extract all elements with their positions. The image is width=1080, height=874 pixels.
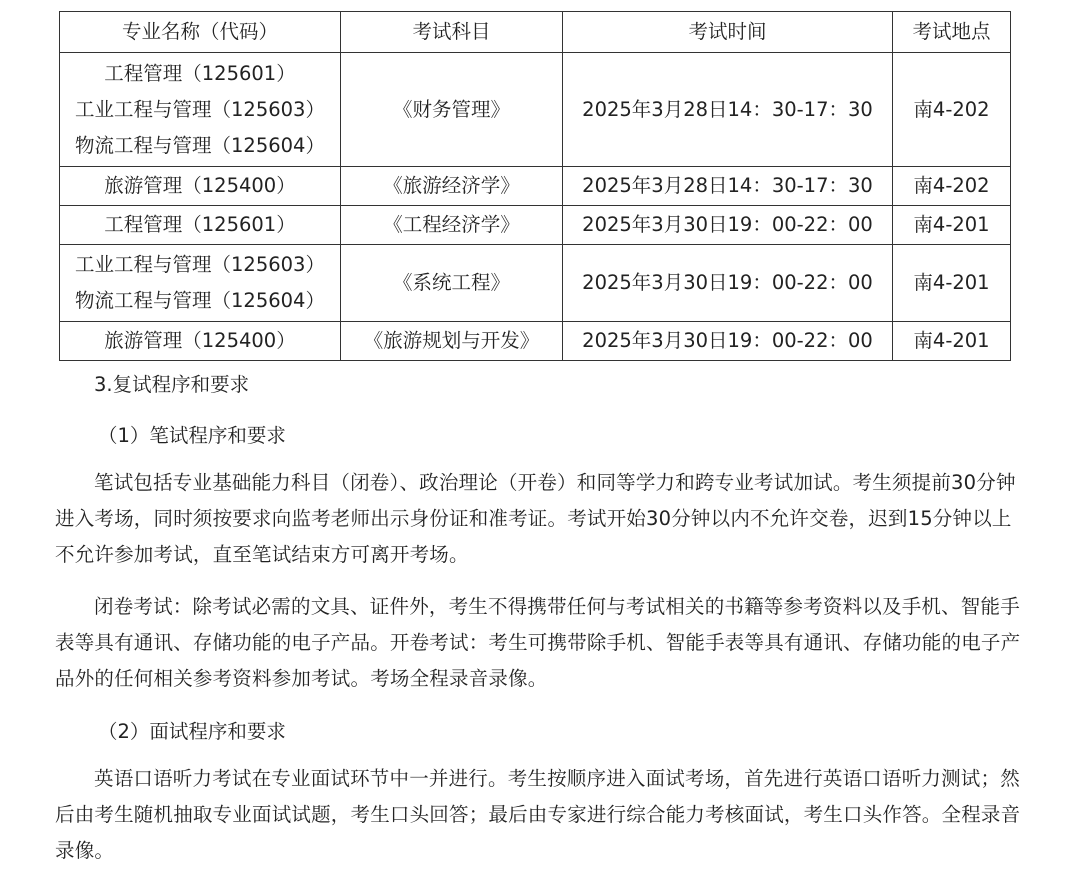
place-cell: 南4-201	[893, 206, 1011, 245]
table-row	[60, 167, 1011, 206]
time-cell: 2025年3月28日14：30-17：30	[563, 53, 893, 167]
header-major: 专业名称（代码）	[60, 12, 341, 53]
time-cell: 2025年3月28日14：30-17：30	[563, 167, 893, 206]
section-3-heading: 3.复试程序和要求	[94, 373, 250, 396]
header-time: 考试时间	[563, 12, 893, 53]
major-name: 旅游管理（125400）	[104, 174, 296, 197]
subject-cell: 《旅游规划与开发》	[341, 322, 563, 361]
subject-cell: 《旅游经济学》	[341, 167, 563, 206]
header-place: 考试地点	[893, 12, 1011, 53]
major-name: 工程管理（125601）	[104, 213, 296, 236]
table-header-row	[60, 12, 1011, 53]
table-row	[60, 53, 1011, 167]
major-name: 物流工程与管理（125604）	[75, 289, 325, 312]
time-cell: 2025年3月30日19：00-22：00	[563, 245, 893, 322]
time-cell: 2025年3月30日19：00-22：00	[563, 322, 893, 361]
major-name: 旅游管理（125400）	[104, 329, 296, 352]
subject-cell: 《系统工程》	[341, 245, 563, 322]
place-cell: 南4-201	[893, 245, 1011, 322]
major-cell	[60, 167, 341, 206]
major-name: 工业工程与管理（125603）	[75, 253, 325, 276]
major-cell	[60, 245, 341, 322]
table-row	[60, 245, 1011, 322]
major-cell	[60, 322, 341, 361]
time-cell: 2025年3月30日19：00-22：00	[563, 206, 893, 245]
table-row	[60, 206, 1011, 245]
exam-schedule-table	[59, 11, 1011, 361]
subject-cell: 《工程经济学》	[341, 206, 563, 245]
written-exam-heading: （1）笔试程序和要求	[98, 424, 286, 447]
written-exam-paragraph-1: 笔试包括专业基础能力科目（闭卷）、政治理论（开卷）和同等学力和跨专业考试加试。考生须提前30分钟进入考场，同时须按要求向监考老师出示身份证和准考证。考试开始30分钟以内不允许交卷，迟到15分钟以上不允许参加考试，直至笔试结束方可离开考场。	[55, 471, 1016, 566]
header-subject: 考试科目	[341, 12, 563, 53]
major-name: 物流工程与管理（125604）	[75, 133, 325, 157]
place-cell: 南4-202	[893, 167, 1011, 206]
major-name: 工程管理（125601）	[104, 61, 296, 85]
interview-paragraph: 英语口语听力考试在专业面试环节中一并进行。考生按顺序进入面试考场，首先进行英语口语听力测试；然后由考生随机抽取专业面试试题，考生口头回答；最后由专家进行综合能力考核面试，考生口头作答。全程录音录像。	[55, 767, 1021, 862]
interview-heading: （2）面试程序和要求	[98, 720, 286, 743]
subject-cell: 《财务管理》	[341, 53, 563, 167]
major-cell	[60, 206, 341, 245]
place-cell: 南4-202	[893, 53, 1011, 167]
major-cell	[60, 53, 341, 167]
written-exam-paragraph-2: 闭卷考试：除考试必需的文具、证件外，考生不得携带任何与考试相关的书籍等参考资料以及手机、智能手表等具有通讯、存储功能的电子产品。开卷考试：考生可携带除手机、智能手表等具有通讯、存储功能的电子产品外的任何相关参考资料参加考试。考场全程录音录像。	[55, 595, 1021, 690]
major-name: 工业工程与管理（125603）	[75, 97, 325, 121]
place-cell: 南4-201	[893, 322, 1011, 361]
table-row	[60, 322, 1011, 361]
